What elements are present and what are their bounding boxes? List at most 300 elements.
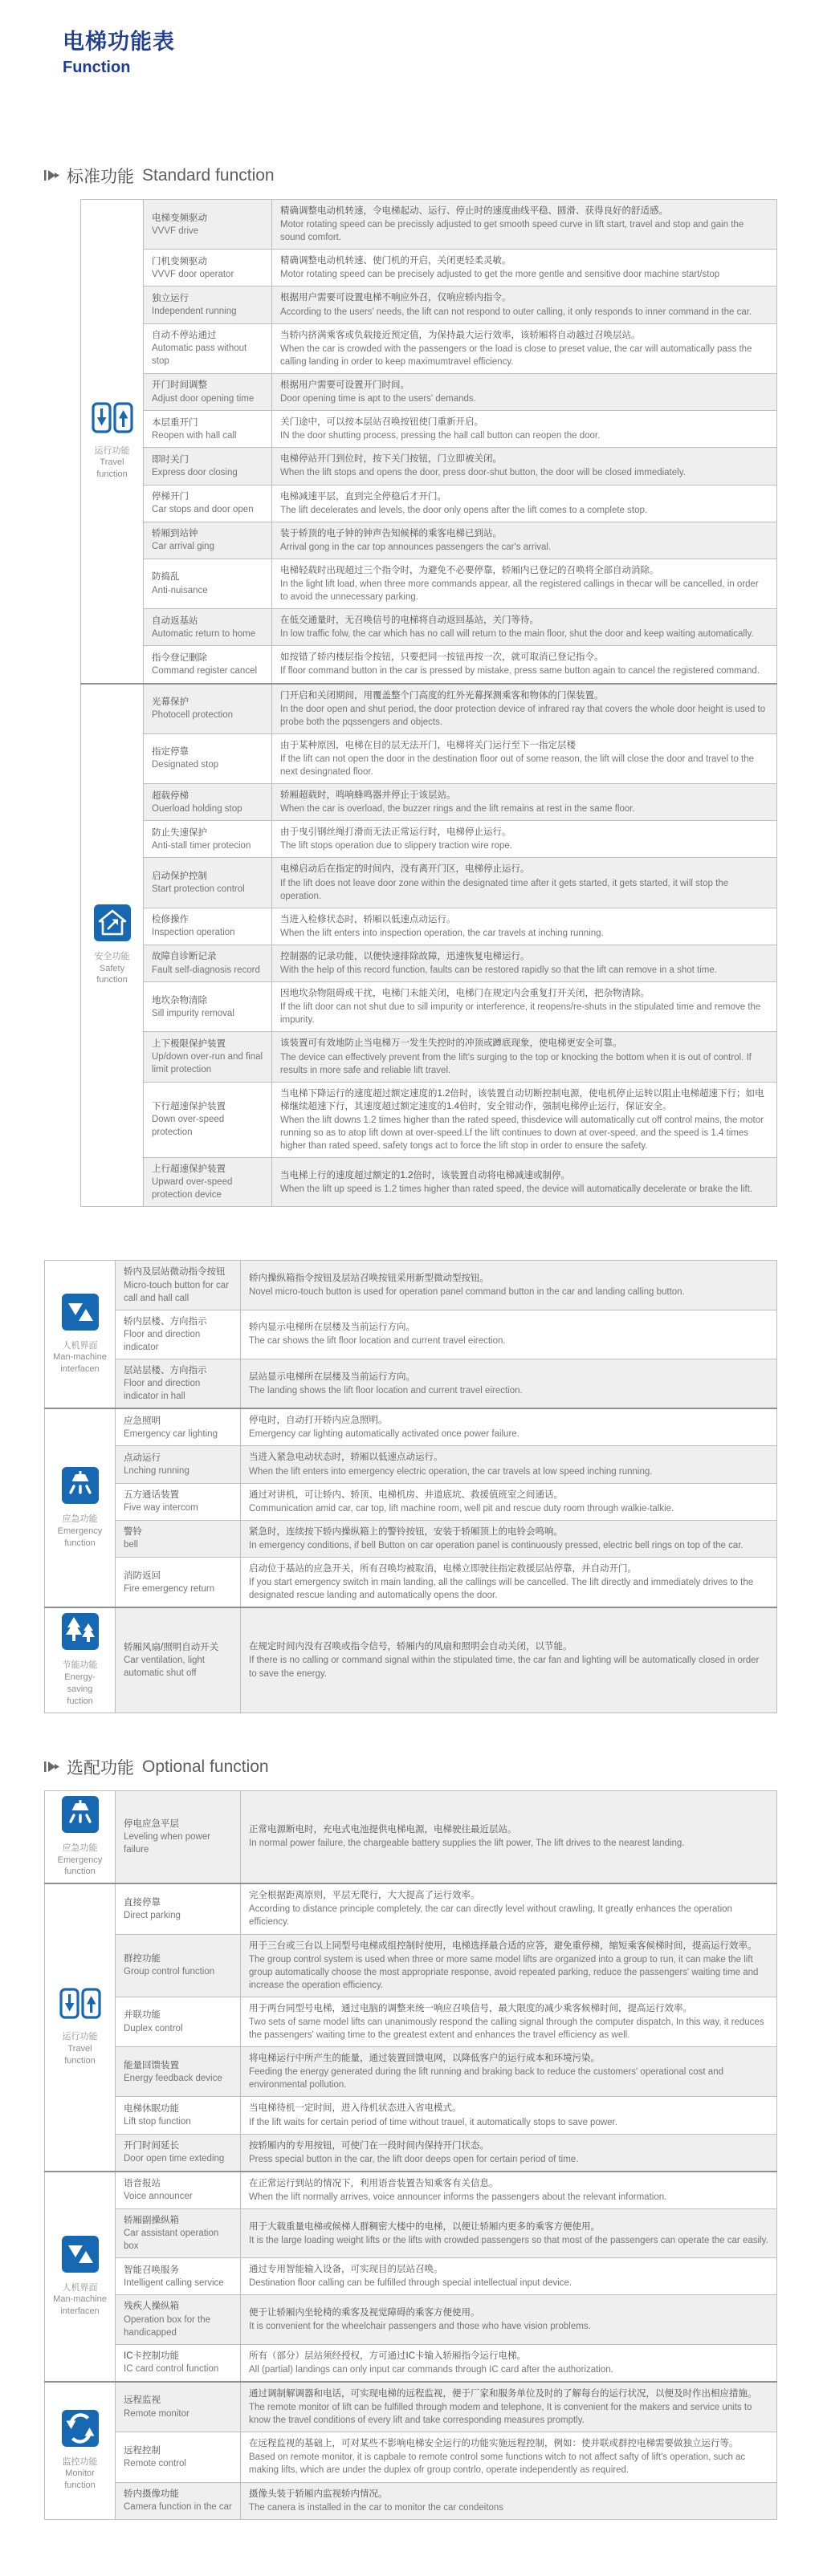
function-desc-cell [272,684,777,734]
function-name-cn: 残疾人操纵箱 [124,2302,179,2312]
function-desc-cell [241,2172,777,2209]
function-desc-en: When the car is crowded with the passengers or the load is close to preset value, the car will automatically pass the calling landing in order to keep maximumtravel efficiency. [280,343,752,367]
function-row [81,684,777,734]
section-heading-en: Optional function [142,1757,269,1776]
function-name-cn: 故障自诊断记录 [152,952,217,962]
function-name-en: Reopen with hall call [152,430,237,441]
function-name-en: Ouerload holding stop [152,803,242,814]
function-name-cn: 轿厢到站钟 [152,529,198,539]
standard-function-heading [44,164,819,188]
function-name-cell [116,2097,241,2134]
function-name-cn: 轿内摄像功能 [124,2489,179,2499]
travel-group-cell [81,200,144,684]
function-row [45,1310,777,1359]
group-label: 人机界面 Man-machine interfacen [53,1340,107,1375]
travel-group-cell [45,1883,116,2172]
function-name-en: Remote monitor [124,2408,189,2419]
function-name-en: Fire emergency return [124,1583,215,1594]
function-name-cn: 防止失速保护 [152,827,207,838]
travel-icon [92,402,133,440]
function-desc-cell [272,908,777,945]
function-desc-en: The canera is installed in the car to monitor the car condeitons [249,2502,504,2513]
function-name-cell [144,982,272,1032]
function-row [45,1607,777,1713]
function-row [81,250,777,286]
function-name-en: Operation box for the handicapped [124,2314,211,2338]
function-desc-cell [272,821,777,858]
function-name-cell [116,2209,241,2258]
function-name-cell [144,609,272,646]
group-label: 运行功能 Travel function [94,445,130,480]
function-desc-cn: 用于三台或三台以上同型号电梯成组控制时使用，电梯选择最合适的应答，避免重停梯，缩短乘客候梯时间，提高运行效率。 [249,1940,757,1951]
function-name-cn: 即时关门 [152,454,189,465]
function-name-cn: 门机变频驱动 [152,256,207,266]
function-desc-cn: 当电梯上行的速度超过额定的1.2倍时，该装置自动将电梯减速或制停。 [280,1170,570,1180]
function-desc-en: Destination floor calling can be fulfilled through special intellectual input device. [249,2278,572,2289]
function-desc-en: In low traffic folw, the car which has no call will return to the main floor, shut the door and keep waiting automatically. [280,629,754,640]
function-desc-cell [272,411,777,448]
function-row [45,2097,777,2134]
emergency-icon [62,1796,99,1837]
function-name-cell [116,1934,241,1997]
function-name-en: Independent running [152,307,237,317]
function-desc-cell [241,1446,777,1483]
group-label: 安全功能 Safety function [94,951,130,985]
function-desc-cell [241,1997,777,2046]
group-label: 人机界面 Man-machine interfacen [53,2282,107,2317]
section-heading-cn: 选配功能 [67,1758,134,1778]
function-name-cell [144,784,272,821]
function-desc-cell [272,250,777,286]
function-row [45,1261,777,1310]
function-name-cn: 直接停靠 [124,1897,161,1908]
function-row [45,1790,777,1883]
function-name-en: Automatic pass without stop [152,343,247,367]
function-name-cn: 五方通话装置 [124,1490,179,1501]
emergency-group-cell [45,1790,116,1883]
function-name-en: Energy feedback device [124,2073,222,2083]
function-name-cn: 应急照明 [124,1416,161,1426]
function-name-cn: 检修操作 [152,915,189,925]
page-title-en: Function [63,59,131,76]
function-name-cn: 群控功能 [124,1954,161,1965]
function-row [45,1997,777,2046]
function-name-cn: 开门时间调整 [152,380,207,391]
group-label: 应急功能 Emergency function [57,1514,103,1548]
function-name-en: Lift stop function [124,2117,191,2127]
function-name-cn: 自动不停站通过 [152,331,217,341]
function-desc-cell [241,1934,777,1997]
function-name-cn: 超载停梯 [152,790,189,801]
function-desc-cn: 按轿厢内的专用按钮，可使门在一段时间内保持开门状态。 [249,2140,489,2151]
function-desc-en: If floor command button in the car is pressed by mistake, press same button again to cancel the registered command. [280,666,760,677]
function-desc-en: Motor rotating speed can be precisely adjusted to get the more gentle and sensitive door machine start/stop [280,270,720,280]
function-desc-cell [272,1158,777,1207]
function-row [81,784,777,821]
function-desc-en: Two sets of same model lifts can unanimously respond the calling signal through the computer dispatch, In this way, it reduces the passengers' waiting time to the greatest extent and enhances the travel efficiency as well. [249,2017,764,2041]
function-name-en: Down over-speed protection [152,1115,225,1138]
function-name-en: Group control function [124,1967,215,1977]
function-desc-cn: 用于大载重量电梯或候梯人群稠密大楼中的电梯，以便让轿厢内更多的乘客方便使用。 [249,2221,600,2232]
function-name-cn: 轿内及层站微动指令按钮 [124,1267,226,1278]
group-label: 节能功能 Energy-saving fuction [62,1660,98,1706]
function-desc-en: In normal power failure, the chargeable battery supplies the lift power, The lift drives to the nearest landing. [249,1839,685,1849]
function-name-en: Voice announcer [124,2192,193,2202]
function-row [81,646,777,684]
function-desc-cell [272,200,777,250]
function-desc-cn: 在远程监视的基础上，可对某些不影响电梯安全运行的功能实施远程控制，例如：使并联或群控电梯需要做独立运行等。 [249,2439,739,2449]
function-desc-cell [272,858,777,908]
monitor-group-cell [45,2382,116,2519]
function-desc-en: According to distance principle completely, the car can directly level without crawling, It greatly enhances the operation efficiency. [249,1904,732,1928]
function-name-cell [116,2295,241,2344]
function-desc-cn: 当轿内挤满乘客或负载接近预定值，为保持最大运行效率，该轿厢将自动越过召唤层站。 [280,330,641,340]
function-desc-en: IN the door shutting process, pressing the hall call button can reopen the door. [280,431,601,441]
table-gap [0,1207,819,1260]
safety-group-cell [81,684,144,1207]
function-desc-cn: 精确调整电动机转速、使门机的开启，关闭更轻柔灵敏。 [280,256,511,266]
function-desc-cell [241,1359,777,1409]
function-desc-cell [272,646,777,684]
function-desc-cell [241,2482,777,2519]
function-desc-cn: 将电梯运行中所产生的能量，通过装置回馈电网，以降低客户的运行成本和环境污染。 [249,2054,600,2064]
function-name-cn: 远程控制 [124,2445,161,2456]
function-desc-cell [272,448,777,485]
function-name-cn: 轿厢风扇/照明自动开关 [124,1642,219,1652]
function-name-cn: 智能召唤服务 [124,2265,179,2275]
function-desc-cell [241,2258,777,2295]
function-desc-en: It is convenient for the wheelchair passengers and those who have vision problems. [249,2322,591,2332]
function-desc-cell [272,323,777,373]
section-heading-en: Standard function [142,166,275,185]
function-name-en: Micro-touch button for car call and hall call [124,1280,230,1303]
function-name-cell [116,2047,241,2097]
function-row [45,2258,777,2295]
function-desc-en: When the lift normally arrives, voice announcer informs the passengers about the relevant information. [249,2192,667,2202]
function-desc-en: According to the users' needs, the lift can not respond to outer calling, it only responds to inner command in the car. [280,307,752,317]
function-name-cn: 语音报站 [124,2179,161,2189]
function-name-cell [116,1310,241,1359]
function-name-en: Camera function in the car [124,2502,232,2513]
function-desc-en: Novel micro-touch button is used for operation panel command button in the car and landing calling button. [249,1287,685,1298]
function-row [81,485,777,522]
function-name-cell [144,858,272,908]
function-name-en: Car stops and door open [152,505,254,515]
function-name-en: Start protection control [152,884,245,895]
function-desc-cell [241,1261,777,1310]
function-desc-cn: 装于轿顶的电子钟的钟声告知候梯的乘客电梯已到站。 [280,528,502,538]
function-desc-cn: 如按错了轿内楼层指令按钮，只要把同一按钮再按一次，就可取消已登记指令。 [280,652,604,663]
man-machine-group-cell [45,2172,116,2382]
function-desc-cn: 轿内显示电梯所在层楼及当前运行方向。 [249,1323,415,1333]
function-desc-en: Communication amid car, car top, lift machine room, well pit and rescue duty room through walkie-talkie. [249,1503,674,1514]
function-name-en: Lnching running [124,1466,189,1477]
function-row [45,1883,777,1934]
standard-function-table-2 [0,1260,819,1713]
function-name-cell [116,2432,241,2482]
function-row [45,2295,777,2344]
function-desc-cn: 用于两台同型号电梯，通过电脑的调整来统一响应召唤信号，最大限度的减少乘客候梯时间，提高运行效率。 [249,2003,692,2013]
function-row [45,1359,777,1409]
function-name-cell [116,2382,241,2432]
group-label: 应急功能 Emergency function [57,1843,103,1877]
function-name-en: Upward over-speed protection device [152,1177,233,1201]
group-label: 运行功能 Travel function [62,2032,98,2066]
function-desc-cell [241,1607,777,1713]
function-desc-cell [272,982,777,1032]
function-desc-cn: 摄像头装于轿厢内监视轿内情况。 [249,2489,388,2499]
function-row [81,858,777,908]
man-machine-icon [62,2236,99,2277]
function-desc-cn: 在规定时间内没有召唤或指令信号，轿厢内的风扇和照明会自动关闭，以节能。 [249,1642,572,1652]
function-name-cell [144,411,272,448]
function-row [81,945,777,981]
function-desc-en: When the lift downs 1.2 times higher than the rated speed, thisdevice will automatically cut off control mains, the motor running so as to atop lift down at over-speed.Lf the lift continues to down at over-speed, and the speed is 1.4 times higher than rated speed, safety tongs act to force the lift stop in order to ensure the safety. [280,1115,764,1152]
function-row [45,1446,777,1483]
function-name-cn: 停梯开门 [152,492,189,502]
function-table [80,199,777,1207]
function-desc-cn: 根据用户需要可设置电梯不响应外召，仅响应轿内指令。 [280,293,511,303]
function-row [45,2134,777,2172]
function-desc-cn: 通过对讲机，可让轿内、轿顶、电梯机房、井道底坑、救援值班室之间通话。 [249,1489,563,1500]
function-row [81,908,777,945]
function-name-en: Emergency car lighting [124,1428,218,1439]
function-row [45,1558,777,1608]
function-name-cn: 指定停靠 [152,747,189,758]
function-name-cell [144,485,272,522]
function-desc-cell [241,2344,777,2382]
function-desc-cn: 控制器的记录功能，以便快速排除故障，迅速恢复电梯运行。 [280,951,530,961]
function-row [81,1032,777,1082]
function-desc-cell [241,1310,777,1359]
function-desc-cn: 因地坎杂物阻碍或干扰，电梯门未能关闭，电梯门在规定内会重复打开关闭，把杂物清除。 [280,989,650,999]
function-desc-cn: 当进入紧急电动状态时，轿厢以低速点动运行。 [249,1453,443,1463]
function-name-en: Car assistant operation box [124,2229,219,2252]
function-desc-cell [241,2432,777,2482]
function-name-en: Anti-stall timer protecion [152,840,251,851]
function-name-cell [144,559,272,608]
function-name-cn: 指令登记删除 [152,652,207,663]
function-desc-cn: 层站显示电梯所在层楼及当前运行方向。 [249,1371,415,1382]
function-name-cell [144,250,272,286]
man-machine-icon [62,1294,99,1335]
function-row [81,448,777,485]
function-desc-en: If the lift does not leave door zone within the designated time after it gets started, it gets started, it will stop the operation. [280,878,729,901]
function-row [45,2344,777,2382]
function-name-cell [144,323,272,373]
function-name-en: Intelligent calling service [124,2277,224,2288]
function-desc-cn: 精确调整电动机转速，令电梯起动、运行、停止时的速度曲线平稳、圆滑、获得良好的舒适感。 [280,206,668,216]
function-name-cell [144,733,272,783]
function-desc-en: If the lift door can not shut due to sill impurity or interference, it reopens/re-shuts in the stipulated time and remove the impurity. [280,1002,761,1026]
function-name-cell [116,2172,241,2209]
function-name-cn: 上下极限保护装置 [152,1038,226,1049]
function-desc-cell [272,733,777,783]
function-desc-en: The remote monitor of lift can be fulfilled through modem and telephone, It is convenient for the makers and service units to know the travel conditions of every lift and take corresponding measures promptly. [249,2403,752,2426]
function-row [81,733,777,783]
function-name-cell [144,522,272,559]
function-name-en: Command register cancel [152,665,258,676]
function-name-cell [116,2482,241,2519]
function-name-cell [144,646,272,684]
function-name-en: Car arrival ging [152,542,214,552]
function-desc-cn: 启动位于基站的应急开关，所有召唤均被取消，电梯立即驶往指定救援层站停靠，并自动开门。 [249,1564,637,1574]
function-name-en: IC card control function [124,2364,219,2375]
function-name-cell [116,1483,241,1520]
function-row [81,286,777,323]
function-name-en: Floor and direction indicator [124,1329,201,1352]
function-desc-cell [241,2382,777,2432]
function-name-en: Designated stop [152,760,219,770]
function-name-en: VVVF drive [152,226,199,236]
monitor-icon [62,2410,99,2451]
function-desc-cn: 完全根据距离原则，平层无爬行，大大提高了运行效率。 [249,1891,480,1901]
function-name-en: Fault self-diagnosis record [152,965,260,975]
function-desc-en: In emergency conditions, if bell Button on car operation panel is continuously pressed, electric bell rings on top of the car. [249,1540,744,1550]
function-desc-cn: 在低交通量时，无召唤信号的电梯将自动返回基站，关门等待。 [280,616,539,626]
energy-saving-icon [62,1613,99,1654]
function-desc-cn: 门开启和关闭期间，用覆盖整个门高度的红外光幕探测乘客和物体的门保装置。 [280,690,604,701]
function-row [81,411,777,448]
function-desc-en: When the lift enters into emergency electric operation, the car travels at low speed inching running. [249,1466,653,1477]
function-name-cn: 远程监视 [124,2395,161,2406]
function-desc-cn: 当电梯下降运行的速度超过额定速度的1.2倍时，该装置自动切断控制电源，使电机停止运转以阻止电梯超速下行；如电梯继续超速下行，其速度超过额定速度的1.4倍时，安全钳动作，强制电梯停止运行，保证安全。 [280,1088,764,1111]
function-name-cn: 轿内层楼、方向指示 [124,1316,207,1327]
function-desc-cn: 停电时，自动打开轿内应急照明。 [249,1416,388,1426]
function-row [81,373,777,410]
function-desc-en: Arrival gong in the car top announces passengers the car's arrival. [280,542,552,552]
function-desc-en: If there is no calling or command signal within the stipulated time, the car fan and lighting will be automatically closed in order to save the energy. [249,1656,760,1679]
function-name-cell [116,1790,241,1883]
function-name-cell [116,1607,241,1713]
function-name-cell [116,1359,241,1409]
function-name-cell [116,1261,241,1310]
energy-saving-group-cell [45,1607,116,1713]
section-flag-icon [44,169,60,182]
function-name-en: Express door closing [152,467,238,477]
emergency-icon [62,1467,99,1508]
function-desc-cell [272,373,777,410]
function-name-cell [116,1446,241,1483]
function-desc-en: If the lift waits for certain period of time without trauel, it automatically stops to save power. [249,2117,617,2127]
function-name-en: Remote control [124,2458,186,2468]
function-desc-cn: 通过专用智能输入设备，可实现目的层站召唤。 [249,2265,443,2275]
function-name-en: Direct parking [124,1910,181,1920]
function-name-cn: 轿厢副操纵箱 [124,2216,179,2225]
function-name-cn: 上行超速保护装置 [152,1164,226,1175]
function-desc-cn: 紧急时，连续按下轿内操纵箱上的警铃按钮，安装于轿厢顶上的电铃会鸣响。 [249,1526,563,1537]
function-desc-cn: 通过调制解调器和电话，可实现电梯的远程监视，便于厂家和服务单位及时的了解每台的运行状况，以便及时作出相应措施。 [249,2388,757,2399]
function-name-cell [116,1558,241,1608]
function-desc-en: When the lift up speed is 1.2 times higher than rated speed, the device will automatically decelerate or brake the lift. [280,1184,753,1194]
function-row [81,559,777,608]
function-desc-cn: 轿内操纵箱指令按钮及层站召唤按钮采用新型微动型按钮。 [249,1273,489,1283]
function-row [81,1158,777,1207]
function-desc-cell [241,1790,777,1883]
page-title-cn: 电梯功能表 [63,30,175,54]
function-name-cell [116,2134,241,2172]
function-name-cn: 层站层楼、方向指示 [124,1366,207,1375]
function-name-cell [116,1883,241,1934]
function-desc-cell [241,2047,777,2097]
function-name-cell [144,286,272,323]
function-row [45,1483,777,1520]
function-name-cell [144,945,272,981]
function-name-en: Leveling when power failure [124,1831,211,1855]
function-name-cn: 停电应急平层 [124,1818,179,1829]
group-label: 监控功能 Monitor function [62,2456,98,2491]
function-name-cell [144,1082,272,1157]
function-desc-en: All (partial) landings can only input car commands through IC card after the authorization. [249,2364,613,2375]
function-name-cell [144,821,272,858]
function-row [45,1520,777,1557]
function-desc-cell [241,1883,777,1934]
function-row [45,2047,777,2097]
function-name-cn: 并联功能 [124,2010,161,2021]
function-desc-en: The device can effectively prevent from the lift's surging to the top or knocking the bottom when it is out of control. If results in more safe and reliable lift travel. [280,1052,752,1075]
function-desc-cell [241,2097,777,2134]
function-desc-cn: 电梯停站开门到位时，按下关门按钮，门立即被关闭。 [280,454,502,465]
function-desc-en: When the lift stops and opens the door, press door-shut button, the door will be closed immediately. [280,468,686,478]
function-name-en: Adjust door opening time [152,393,255,404]
function-desc-cn: 所有（部分）层站须经授权，方可通过IC卡输入轿厢指令运行电梯。 [249,2350,526,2361]
function-desc-cn: 电梯减速平层，直到完全停稳后才开门。 [280,491,446,502]
function-table [44,1790,777,2520]
function-name-cn: 独立运行 [152,293,189,303]
function-desc-cell [272,609,777,646]
function-desc-en: The group control system is used when three or more same model lifts are organized into a group to run, it can make the lift group automatically choose the most appropriate response, avoid repeated parking, reduce the passengers' waiting time and increase the operation efficiency. [249,1954,759,1990]
function-row [45,1934,777,1997]
section-flag-icon [44,1761,60,1774]
optional-function-table [0,1790,819,2520]
function-desc-cell [241,1408,777,1446]
function-desc-en: When the lift enters into inspection operation, the car travels at inching running. [280,928,604,938]
function-name-en: VVVF door operator [152,269,234,279]
function-name-cn: 自动返基站 [152,616,198,626]
function-row [45,2382,777,2432]
function-name-en: Inspection operation [152,928,235,938]
function-row [81,982,777,1032]
function-desc-cell [241,1520,777,1557]
function-desc-en: The landing shows the lift floor location and current travel eirection. [249,1385,523,1396]
function-desc-cn: 由于某种原因，电梯在目的层无法开门，电梯将关门运行至下一指定层楼 [280,740,576,750]
function-desc-cn: 根据用户需要可设置开门时间。 [280,380,410,390]
function-desc-en: It is the large loading weight lifts or the lifts with crowded passengers so that most of the passengers can operate the car easily. [249,2235,768,2245]
function-desc-en: The car shows the lift floor location and current travel eirection. [249,1336,506,1347]
function-name-cn: 开门时间延长 [124,2141,179,2151]
function-name-cell [116,1408,241,1446]
function-name-cn: 防捣乱 [152,572,180,583]
function-name-cell [116,2258,241,2295]
function-name-cell [144,373,272,410]
function-name-en: Anti-nuisance [152,585,208,595]
function-desc-en: When the car is overload, the buzzer rings and the lift remains at rest in the same floor. [280,804,635,815]
function-desc-en: If the lift can not open the door in the destination floor out of some reason, the lift will close the door and travel to the next desingnated floor. [280,754,755,777]
standard-function-table-1 [0,199,819,1207]
function-desc-en: In the light lift load, when three more commands appear, all the registered callings in thecar will be cancelled, in order to avoid the unnecessary parking. [280,579,759,603]
function-name-en: bell [124,1540,138,1550]
function-desc-cell [241,2209,777,2258]
function-name-cell [144,684,272,734]
function-desc-en: Emergency car lighting automatically activated once power failure. [249,1429,520,1440]
function-name-cn: 地坎杂物清除 [152,995,207,1006]
function-desc-cell [272,784,777,821]
function-desc-cell [241,1483,777,1520]
function-name-cell [144,448,272,485]
function-name-cn: IC卡控制功能 [124,2351,179,2362]
function-name-cn: 能量回馈装置 [124,2060,179,2070]
function-desc-cn: 电梯启动后在指定的时间内，没有离开门区，电梯停止运行。 [280,864,530,875]
